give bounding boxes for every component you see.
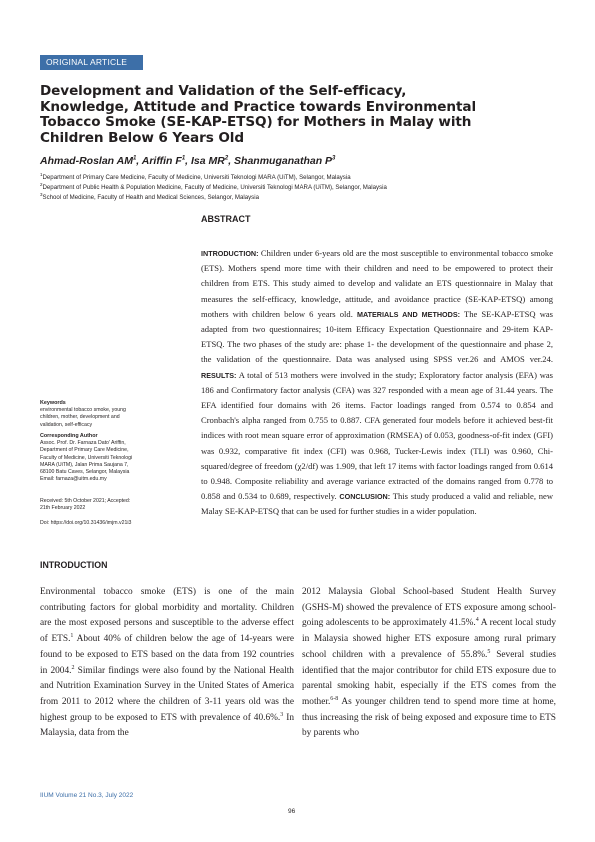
abstract-body <box>201 246 553 520</box>
corresponding-heading: Corresponding Author <box>40 433 98 439</box>
corresponding-author-block <box>40 433 180 483</box>
body-text: As younger children tend to spend more time at home, thus increasing the risk of being exposed and exposure time to ETS by parents who <box>302 696 556 739</box>
author-sup: 2 <box>224 155 229 162</box>
body-text: In Malaysia, data from the <box>40 712 295 739</box>
page-number: 96 <box>288 808 296 815</box>
body-text: A recent local study in Malaysia showed higher ETS exposure among rural primary school children with a prevalence of 55.8%. <box>302 618 556 660</box>
body-text: Environmental tobacco smoke (ETS) is one of the main contributing factors for global morbidity and mortality. Children are the most exposed persons and susceptible to the adverse effect of ETS. <box>40 587 294 645</box>
affiliation <box>40 172 351 181</box>
body-text: Several studies identified that the major contributor for child ETS exposure due to parental smoking habit, especially if the ETS comes from the mother. <box>302 649 556 707</box>
keywords-line: children, mother, development and <box>40 414 120 421</box>
abstract-methods-label: MATERIALS AND METHODS: <box>356 309 461 319</box>
keywords-line: validation, self-efficacy <box>40 421 93 428</box>
author-list: Ahmad-Roslan $AM^1$, Ariffin $F^1$, Isa $MR^2$, Shanmuganathan $P^3$ <box>40 155 336 167</box>
introduction-column-right <box>302 585 556 742</box>
abstract-methods-text: The SE-KAP-ETSQ was adapted from two questionnaires; 10-item Efficacy Expectation Questionnaire and 29-item KAP-ETSQ. The two phases of the study are: phase 1- the development of the questionnaire and phase 2, the validation of the questionnaire. Data was analysed using SPSS ver.26 and AMOS ver.24. <box>201 308 553 365</box>
body-text: Similar findings were also found by the National Health and Nutrition Examination Survey in the United States of America from 2011 to 2012 where the children of 3-11 years old was the highest group to be exposed to ETS with prevalence of 40.6%. <box>40 665 294 723</box>
corresponding-line: 68100 Batu Caves, Selangor, Malaysia <box>40 469 130 476</box>
affiliation-text: Department of Primary Care Medicine, Faculty of Medicine, Universiti Teknologi MARA (UiTM), Selangor, Malaysia <box>42 174 351 182</box>
title-line: Tobacco Smoke (SE-KAP-ETSQ) for Mothers in Malay with <box>40 114 472 131</box>
affiliation <box>40 182 387 191</box>
article-type-banner: ORIGINAL ARTICLE <box>40 55 143 70</box>
keywords-line: environmental tobacco smoke, young <box>40 407 126 414</box>
author-name: Ahmad-Roslan AM <box>40 155 133 167</box>
affiliation-sup: 2 <box>40 182 43 187</box>
title-line: Children Below 6 Years Old <box>40 129 244 146</box>
title-line: Knowledge, Attitude and Practice towards Environmental <box>40 98 477 115</box>
corresponding-line: Faculty of Medicine, Universiti Teknologi <box>40 454 133 461</box>
affiliation-sup: 3 <box>40 192 43 197</box>
abstract-conclusion-label: CONCLUSION: <box>339 492 391 502</box>
citation: 3 <box>280 711 284 718</box>
affiliation-text: Department of Public Health & Population Medicine, Faculty of Medicine, Universiti Teknologi MARA (UiTM), Selangor, Malaysia <box>42 184 387 192</box>
affiliation <box>40 192 259 201</box>
introduction-heading: INTRODUCTION <box>40 560 108 570</box>
body-text: About 40% of children below the age of 14-years were found to be exposed to ETS based on the data from 192 countries in 2004. <box>40 634 294 676</box>
abstract-heading: ABSTRACT <box>201 214 251 224</box>
corresponding-line: MARA (UiTM), Jalan Prima Saujana 7, <box>40 461 129 468</box>
corresponding-line: Department of Primary Care Medicine, <box>40 447 129 454</box>
doi-link[interactable] <box>40 520 180 527</box>
corresponding-line: Assoc. Prof. Dr. Farnaza Dato' Ariffin, <box>40 440 126 447</box>
citation: 5 <box>487 648 491 655</box>
introduction-column-left <box>40 585 294 742</box>
author-name: Isa MR <box>191 155 225 167</box>
author-name: Ariffin F <box>141 155 182 167</box>
citation: 1 <box>70 633 74 639</box>
doi-text[interactable]: Doi: https://doi.org/10.31436/imjm.v21i3 <box>40 520 132 526</box>
abstract-results-text: A total of 513 mothers were involved in the study; Exploratory factor analysis (EFA) was 186 and Confirmatory factor analysis (CFA) was 327 responded with a mean age of 31.44 years. The EFA identified four domains with 26 items. Factor loadings ranged from 0.574 to 0.854 and Cronbach's alpha ranged from 0.755 to 0.887. CFA generated four models before it achieved best-fit indices with root mean square error of approximation (RMSEA) of 0.053, goodness-of-fit index (GFI) was 0.932, comparative fit index (CFI) was 0.968, Tucker-Lewis index (TLI) was 0.960, Chi-squared/degree of freedom (χ2/df) was 1.909, that left 17 items with factor loadings ranged from 0.614 to 0.948. Composite reliability and average variance extracted of the domains ranged from 0.778 to 0.858 and 0.534 to 0.689, respectively. <box>201 369 553 502</box>
abstract-results-label: RESULTS: <box>201 370 237 380</box>
abstract-conclusion-text: This study produced a valid and reliable, new Malay SE-KAP-ETSQ that can be used for further studies in a wider population. <box>201 491 554 517</box>
keywords-block <box>40 400 180 429</box>
journal-footer: IIUM Volume 21 No.3, July 2022 <box>40 792 134 799</box>
affiliation-sup: 1 <box>40 172 43 177</box>
dates-line: 21th February 2022 <box>40 505 86 512</box>
keywords-heading: Keywords <box>40 400 66 406</box>
abstract-intro-label: INTRODUCTION: <box>201 249 259 258</box>
article-title <box>40 84 560 146</box>
citation: 2 <box>71 664 75 671</box>
author-sup: 1 <box>132 155 137 162</box>
author-sup: 3 <box>332 155 336 162</box>
citation: 6-8 <box>330 695 339 702</box>
affiliation-text: School of Medicine, Faculty of Health and Medical Sciences, Selangor, Malaysia <box>42 194 259 202</box>
abstract-intro-text: Children under 6-years old are the most susceptible to environmental tobacco smoke (ETS). Mothers spend more time with their children and need to be empowered to protect their children from ETS. This study aimed to develop and validate an ETS questionnaire in Malay that measures the self-efficacy, knowledge, attitude, and avoidance practice (SE-KAP-ETSQ) among mothers with children below 6 years old. <box>201 248 553 319</box>
citation: 4 <box>475 617 479 624</box>
author-sup: 1 <box>181 155 186 162</box>
dates-block <box>40 498 180 512</box>
dates-line: Received: 5th October 2021; Accepted: <box>40 498 131 504</box>
corresponding-email[interactable]: Email: farnaza@uitm.edu.my <box>40 476 107 483</box>
body-text: 2012 Malaysia Global School-based Student Health Survey (GSHS-M) showed the prevalence of ETS exposure among school-going adolescents to be approximately 41.5%. <box>302 587 556 629</box>
title-line: Development and Validation of the Self-efficacy, <box>40 83 407 99</box>
author-name: Shanmuganathan P <box>234 155 333 167</box>
